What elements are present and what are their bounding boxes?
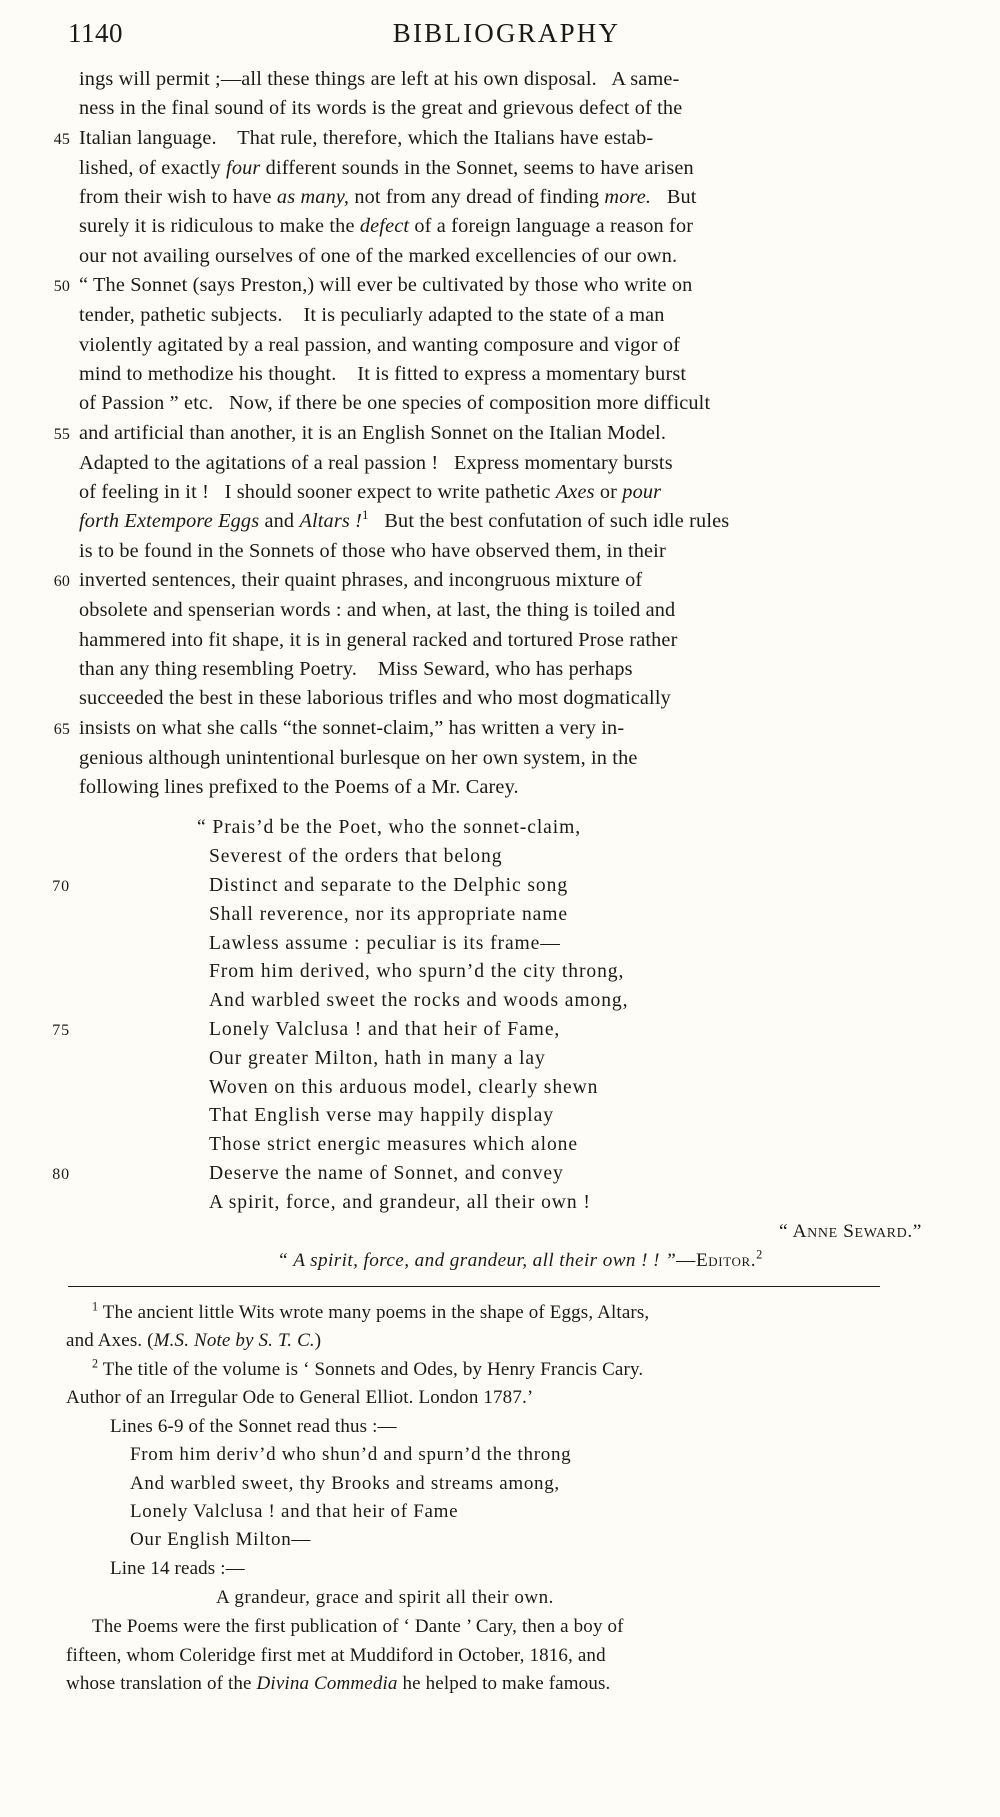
footnote-line: Lines 6-9 of the Sonnet read thus :— <box>110 1415 397 1437</box>
prose-line-text: surely it is ridiculous to make the defect of a foreign language a reason for <box>79 215 694 238</box>
footnote-line: Author of an Irregular Ode to General Elliot. London 1787.’ <box>66 1387 534 1409</box>
footnote-quote-line: Our English Milton— <box>130 1529 312 1551</box>
footnote-rule <box>68 1286 880 1287</box>
prose-line <box>40 124 930 154</box>
prose-line-text: succeeded the best in these laborious trifles and who most dogmatically <box>79 687 671 710</box>
verse-line <box>40 987 930 1016</box>
verse-line <box>40 843 930 872</box>
verse-line-text: And warbled sweet the rocks and woods among, <box>209 989 629 1011</box>
prose-line-text: following lines prefixed to the Poems of a Mr. Carey. <box>79 776 519 799</box>
running-head: BIBLIOGRAPHY <box>392 18 621 48</box>
prose-line <box>40 183 930 212</box>
verse-line <box>40 930 930 959</box>
verse-line-number: 75 <box>52 1021 70 1039</box>
verse-line-text: Woven on this arduous model, clearly shewn <box>209 1076 599 1098</box>
prose-line-text: “ The Sonnet (says Preston,) will ever be cultivated by those who write on <box>79 274 693 297</box>
verse-line <box>40 1016 930 1046</box>
prose-block <box>0 65 1000 802</box>
prose-line-text: forth Extempore Eggs and Altars !$^1$ But the best confutation of such idle rules <box>79 507 730 533</box>
prose-line-text: of Passion ” etc. Now, if there be one species of composition more difficult <box>79 392 711 415</box>
prose-line-text: insists on what she calls “the sonnet-claim,” has written a very in- <box>79 716 625 739</box>
footnotes-block <box>0 1299 1000 1698</box>
footnote-line: and Axes. (M.S. Note by S. T. C.) <box>66 1330 322 1352</box>
footnote-line: A grandeur, grace and spirit all their own. <box>216 1587 554 1609</box>
verse-line-text: Shall reverence, nor its appropriate name <box>209 904 568 926</box>
verse-line-number: 70 <box>52 877 70 895</box>
prose-line-text: ness in the final sound of its words is the great and grievous defect of the <box>79 97 683 120</box>
verse-line-number: 80 <box>52 1165 70 1183</box>
verse-line <box>40 1102 930 1131</box>
verse-line-text: Lonely Valclusa ! and that heir of Fame, <box>209 1018 561 1040</box>
prose-line <box>40 65 930 94</box>
verse-line-text: Deserve the name of Sonnet, and convey <box>209 1162 564 1184</box>
editor-footnote-marker: 2 <box>756 1247 763 1262</box>
prose-line-text: Italian language. That rule, therefore, which the Italians have estab- <box>79 126 654 149</box>
verse-line-text: From him derived, who spurn’d the city throng, <box>209 961 625 983</box>
prose-line <box>40 714 930 744</box>
editor-note-line <box>0 1246 1000 1276</box>
verse-line <box>40 958 930 987</box>
prose-line <box>40 507 930 536</box>
verse-line <box>40 1045 930 1074</box>
prose-line-text: genious although unintentional burlesque on her own system, in the <box>79 746 638 769</box>
prose-line <box>40 537 930 566</box>
footnote-line: fifteen, whom Coleridge first met at Muddiford in October, 1816, and <box>66 1644 606 1666</box>
verse-line <box>40 814 930 843</box>
prose-line <box>40 744 930 773</box>
prose-line <box>40 419 930 449</box>
verse-line-text: A spirit, force, and grandeur, all their own ! <box>209 1192 591 1214</box>
prose-line <box>40 566 930 596</box>
prose-line <box>40 389 930 418</box>
footnote-quote-line: And warbled sweet, thy Brooks and streams among, <box>130 1472 560 1494</box>
prose-line-text: obsolete and spenserian words : and when, at last, the thing is toiled and <box>79 599 676 622</box>
verse-line-text: Severest of the orders that belong <box>209 846 503 868</box>
prose-line <box>40 626 930 655</box>
prose-line <box>40 94 930 123</box>
prose-line-text: inverted sentences, their quaint phrases, and incongruous mixture of <box>79 569 643 592</box>
verse-line-text: Our greater Milton, hath in many a lay <box>209 1048 546 1070</box>
line-number: 55 <box>53 425 70 443</box>
footnote-line: whose translation of the Divina Commedia he helped to make famous. <box>66 1673 611 1695</box>
prose-line-text: and artificial than another, it is an English Sonnet on the Italian Model. <box>79 421 667 444</box>
editor-quote: “ A spirit, force, and grandeur, all their own ! ! ” <box>277 1249 677 1271</box>
footnote-quote-line: Lonely Valclusa ! and that heir of Fame <box>130 1501 459 1523</box>
prose-line <box>40 478 930 507</box>
editor-label: —Editor. <box>676 1249 757 1271</box>
footnote-line: The Poems were the first publication of ‘ Dante ’ Cary, then a boy of <box>92 1616 624 1638</box>
verse-line-text: Distinct and separate to the Delphic song <box>209 874 569 896</box>
verse-line-text: “ Prais’d be the Poet, who the sonnet-claim, <box>197 817 582 839</box>
prose-line <box>40 773 930 802</box>
prose-line <box>40 301 930 330</box>
prose-line <box>40 271 930 301</box>
prose-line-text: from their wish to have as many, not from any dread of finding more. But <box>79 186 697 209</box>
line-number: 50 <box>53 278 70 296</box>
footnote-line: $^2$ The title of the volume is ‘ Sonnets and Odes, by Henry Francis Cary. <box>92 1356 644 1380</box>
prose-line-text: mind to methodize his thought. It is fitted to express a momentary burst <box>79 362 687 385</box>
line-number: 60 <box>53 573 70 591</box>
prose-line-text: of feeling in it ! I should sooner expect to write pathetic Axes or pour <box>79 481 662 504</box>
verse-line <box>40 1131 930 1160</box>
page-number: 1140 <box>68 18 123 48</box>
prose-line <box>40 684 930 713</box>
verse-line <box>40 901 930 930</box>
document-page <box>0 18 1000 1817</box>
prose-line <box>40 449 930 478</box>
verse-line <box>40 1189 930 1218</box>
line-number: 65 <box>53 720 70 738</box>
footnote-line: Line 14 reads :— <box>110 1557 245 1579</box>
line-number: 45 <box>53 130 70 148</box>
attribution-text: “ Anne Seward.” <box>778 1220 922 1242</box>
prose-line <box>40 331 930 360</box>
prose-line-text: our not availing ourselves of one of the marked excellencies of our own. <box>79 244 678 267</box>
prose-line-text: is to be found in the Sonnets of those who have observed them, in their <box>79 539 666 562</box>
verse-line <box>40 1160 930 1190</box>
prose-line <box>40 212 930 241</box>
prose-line-text: than any thing resembling Poetry. Miss Seward, who has perhaps <box>79 657 633 680</box>
prose-line <box>40 360 930 389</box>
prose-line-text: Adapted to the agitations of a real passion ! Express momentary bursts <box>79 451 673 474</box>
verse-line <box>40 1074 930 1103</box>
prose-line-text: hammered into fit shape, it is in general racked and tortured Prose rather <box>79 628 678 651</box>
prose-line <box>40 242 930 271</box>
verse-line-text: Lawless assume : peculiar is its frame— <box>209 932 561 954</box>
prose-line <box>40 154 930 183</box>
verse-attribution <box>0 1218 1000 1246</box>
footnote-line: $^1$ The ancient little Wits wrote many poems in the shape of Eggs, Altars, <box>92 1299 650 1323</box>
verse-line-text: That English verse may happily display <box>209 1105 554 1127</box>
verse-line <box>40 872 930 902</box>
prose-line <box>40 596 930 625</box>
prose-line-text: ings will permit ;—all these things are left at his own disposal. A same- <box>79 68 680 90</box>
verse-block <box>0 814 1000 1217</box>
prose-line-text: tender, pathetic subjects. It is peculiarly adapted to the state of a man <box>79 304 665 327</box>
prose-line-text: violently agitated by a real passion, and wanting composure and vigor of <box>79 333 681 356</box>
footnote-quote-line: From him deriv’d who shun’d and spurn’d the throng <box>130 1444 572 1466</box>
prose-line-text: lished, of exactly four different sounds in the Sonnet, seems to have arisen <box>79 156 694 179</box>
prose-line <box>40 655 930 684</box>
verse-line-text: Those strict energic measures which alone <box>209 1133 578 1155</box>
page-header <box>0 18 1000 49</box>
